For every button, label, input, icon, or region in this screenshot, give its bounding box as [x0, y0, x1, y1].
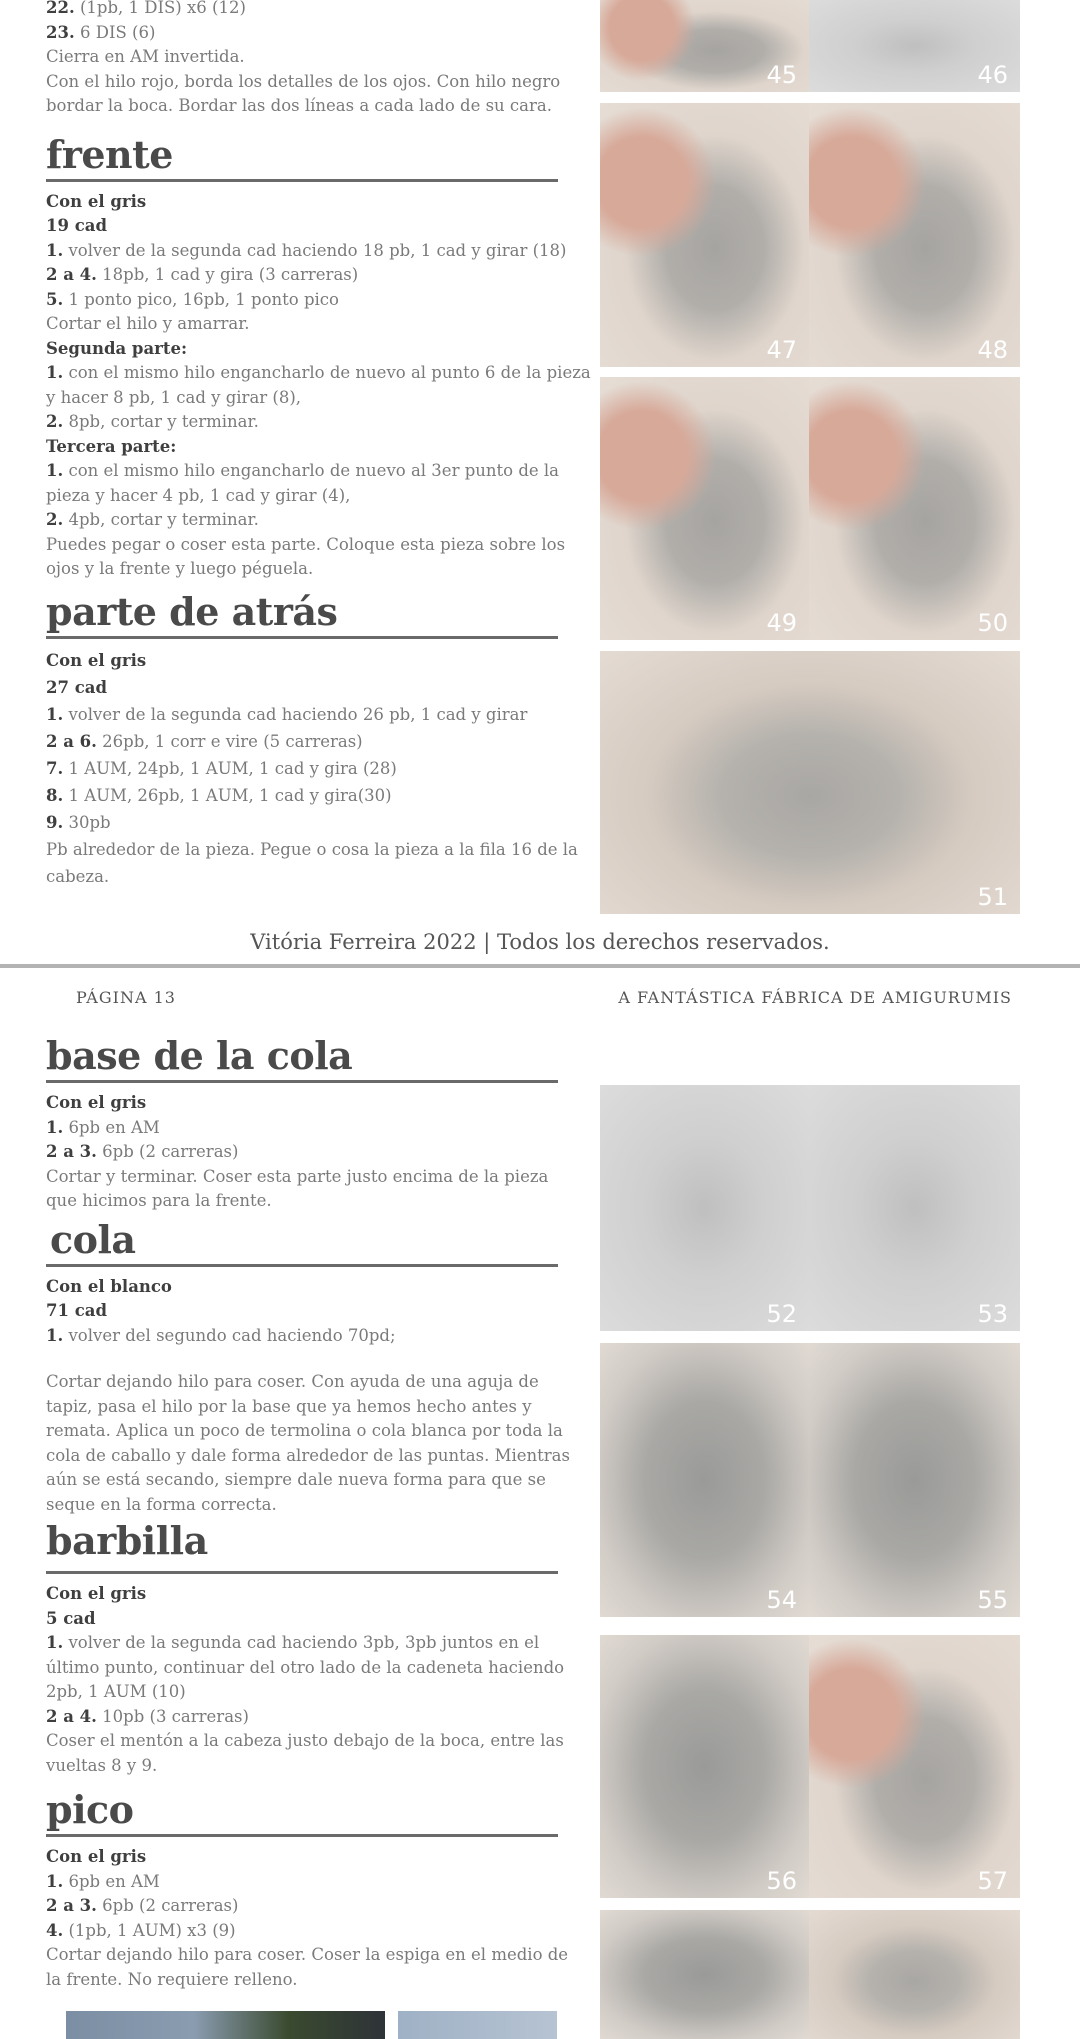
step-photo-51 — [600, 651, 1020, 914]
chain-count: 19 cad — [46, 216, 107, 235]
step-photo-45 — [600, 0, 809, 92]
section-divider — [46, 636, 558, 639]
step-photo-48 — [809, 103, 1020, 367]
pattern-row: 2 a 3. 6pb (2 carreras) — [46, 1896, 239, 1915]
section-divider — [46, 1571, 558, 1574]
pattern-text-top — [46, 0, 591, 890]
copyright-footer: Vitória Ferreira 2022 | Todos los derechos reservados. — [250, 930, 830, 954]
note: Puedes pegar o coser esta parte. Coloque esta pieza sobre los ojos y la frente y luego péguela. — [46, 534, 566, 578]
step-photo-57 — [809, 1635, 1020, 1898]
pattern-row: 2 a 3. 6pb (2 carreras) — [46, 1142, 239, 1161]
pattern-row: 23. 6 DIS (6) — [46, 22, 156, 42]
photo-number: 49 — [766, 609, 797, 637]
note: Cortar el hilo y amarrar. — [46, 314, 250, 333]
pattern-row: 2 a 6. 26pb, 1 corr e vire (5 carreras) — [46, 731, 363, 751]
step-photo-55 — [809, 1343, 1020, 1617]
color-label: Con el gris — [46, 1847, 147, 1866]
note: Coser el mentón a la cabeza justo debajo de la boca, entre las vueltas 8 y 9. — [46, 1731, 564, 1775]
step-photo-54 — [600, 1343, 809, 1617]
photo-number: 55 — [977, 1586, 1008, 1614]
part-label: Segunda parte: — [46, 338, 188, 358]
note: Cierra en AM invertida. — [46, 47, 245, 66]
step-photo-49 — [600, 377, 809, 640]
pattern-row: 1. con el mismo hilo engancharlo de nuevo al 3er punto de la pieza y hacer 4 pb, 1 cad y girar (4), — [46, 461, 560, 505]
note: Cortar dejando hilo para coser. Con ayuda de una aguja de tapiz, pasa el hilo por la base que ya hemos hecho antes y remata. Aplica un poco de termolina o cola blanca por toda la cola de caballo y dale forma alrededor de las puntas. Mientras aún se está secando, siempre dale nueva forma para que se seque en la forma correcta. — [46, 1372, 570, 1514]
pattern-row: 2. 8pb, cortar y terminar. — [46, 412, 259, 431]
photo-number: 50 — [977, 609, 1008, 637]
section-divider — [46, 1834, 558, 1837]
chain-count: 27 cad — [46, 677, 107, 697]
section-title-cola: cola — [50, 1216, 136, 1262]
photo-number: 52 — [766, 1300, 797, 1328]
step-photo-bottom-left — [66, 2011, 385, 2039]
section-divider — [46, 1264, 558, 1267]
step-photo-59 — [809, 1910, 1020, 2039]
section-divider — [46, 1080, 558, 1083]
part-label: Tercera parte: — [46, 436, 177, 456]
photo-number: 54 — [766, 1586, 797, 1614]
photo-number: 51 — [977, 883, 1008, 911]
section-title-barbilla: barbilla — [46, 1518, 208, 1563]
photo-number: 57 — [977, 1867, 1008, 1895]
pattern-row: 4. (1pb, 1 AUM) x3 (9) — [46, 1920, 236, 1940]
photo-number: 56 — [766, 1867, 797, 1895]
note: Pb alrededor de la pieza. Pegue o cosa la pieza a la fila 16 de la cabeza. — [46, 839, 578, 886]
book-title: A FANTÁSTICA FÁBRICA DE AMIGURUMIS — [618, 988, 1012, 1007]
page-separator — [0, 964, 1080, 968]
pattern-row: 2. 4pb, cortar y terminar. — [46, 510, 259, 529]
note: Con el hilo rojo, borda los detalles de los ojos. Con hilo negro bordar la boca. Bordar las dos líneas a cada lado de su cara. — [46, 71, 561, 115]
section-title-parte-de-atras: parte de atrás — [46, 588, 338, 634]
pattern-row: 2 a 4. 10pb (3 carreras) — [46, 1706, 249, 1726]
pattern-row: 1. con el mismo hilo engancharlo de nuevo al punto 6 de la pieza y hacer 8 pb, 1 cad y girar (8), — [46, 363, 591, 407]
note: Cortar dejando hilo para coser. Coser la espiga en el medio de la frente. No requiere relleno. — [46, 1945, 569, 1989]
pattern-text-bottom — [46, 1034, 586, 1992]
pattern-row: 9. 30pb — [46, 812, 111, 832]
pattern-row: 8. 1 AUM, 26pb, 1 AUM, 1 cad y gira(30) — [46, 785, 392, 805]
step-photo-53 — [809, 1085, 1020, 1331]
pattern-row: 22. (1pb, 1 DIS) x6 (12) — [46, 0, 246, 17]
pattern-row: 5. 1 ponto pico, 16pb, 1 ponto pico — [46, 289, 339, 309]
pattern-row: 1. volver de la segunda cad haciendo 26 pb, 1 cad y girar — [46, 704, 528, 724]
photo-number: 45 — [766, 61, 797, 89]
step-photo-bottom-right — [398, 2011, 557, 2039]
section-divider — [46, 179, 558, 182]
photo-number: 46 — [977, 61, 1008, 89]
chain-count: 71 cad — [46, 1301, 107, 1320]
section-title-frente: frente — [46, 131, 173, 177]
color-label: Con el gris — [46, 650, 147, 670]
pattern-row: 1. volver de la segunda cad haciendo 18 pb, 1 cad y girar (18) — [46, 240, 567, 260]
color-label: Con el blanco — [46, 1276, 172, 1296]
pattern-row: 1. 6pb en AM — [46, 1871, 160, 1891]
step-photo-52 — [600, 1085, 809, 1331]
color-label: Con el gris — [46, 1584, 147, 1603]
photo-number: 53 — [977, 1300, 1008, 1328]
step-photo-46 — [809, 0, 1020, 92]
step-photo-56 — [600, 1635, 809, 1898]
pattern-row: 7. 1 AUM, 24pb, 1 AUM, 1 cad y gira (28) — [46, 758, 397, 778]
photo-number: 48 — [977, 336, 1008, 364]
color-label: Con el gris — [46, 1093, 147, 1112]
step-photo-58 — [600, 1910, 809, 2039]
step-photo-50 — [809, 377, 1020, 640]
pattern-row: 1. volver del segundo cad haciendo 70pd; — [46, 1325, 396, 1345]
section-title-base-de-la-cola: base de la cola — [46, 1033, 353, 1078]
chain-count: 5 cad — [46, 1608, 96, 1628]
pattern-row: 2 a 4. 18pb, 1 cad y gira (3 carreras) — [46, 265, 359, 284]
color-label: Con el gris — [46, 191, 147, 211]
pattern-row: 1. volver de la segunda cad haciendo 3pb, 3pb juntos en el último punto, continuar del otro lado de la cadeneta haciendo 2pb, 1 AUM (10) — [46, 1633, 565, 1701]
pattern-row: 1. 6pb en AM — [46, 1117, 160, 1137]
photo-number: 47 — [766, 336, 797, 364]
section-title-pico: pico — [46, 1787, 134, 1832]
step-photo-47 — [600, 103, 809, 367]
page-number: PÁGINA 13 — [76, 988, 176, 1007]
note: Cortar y terminar. Coser esta parte justo encima de la pieza que hicimos para la frente. — [46, 1166, 549, 1210]
